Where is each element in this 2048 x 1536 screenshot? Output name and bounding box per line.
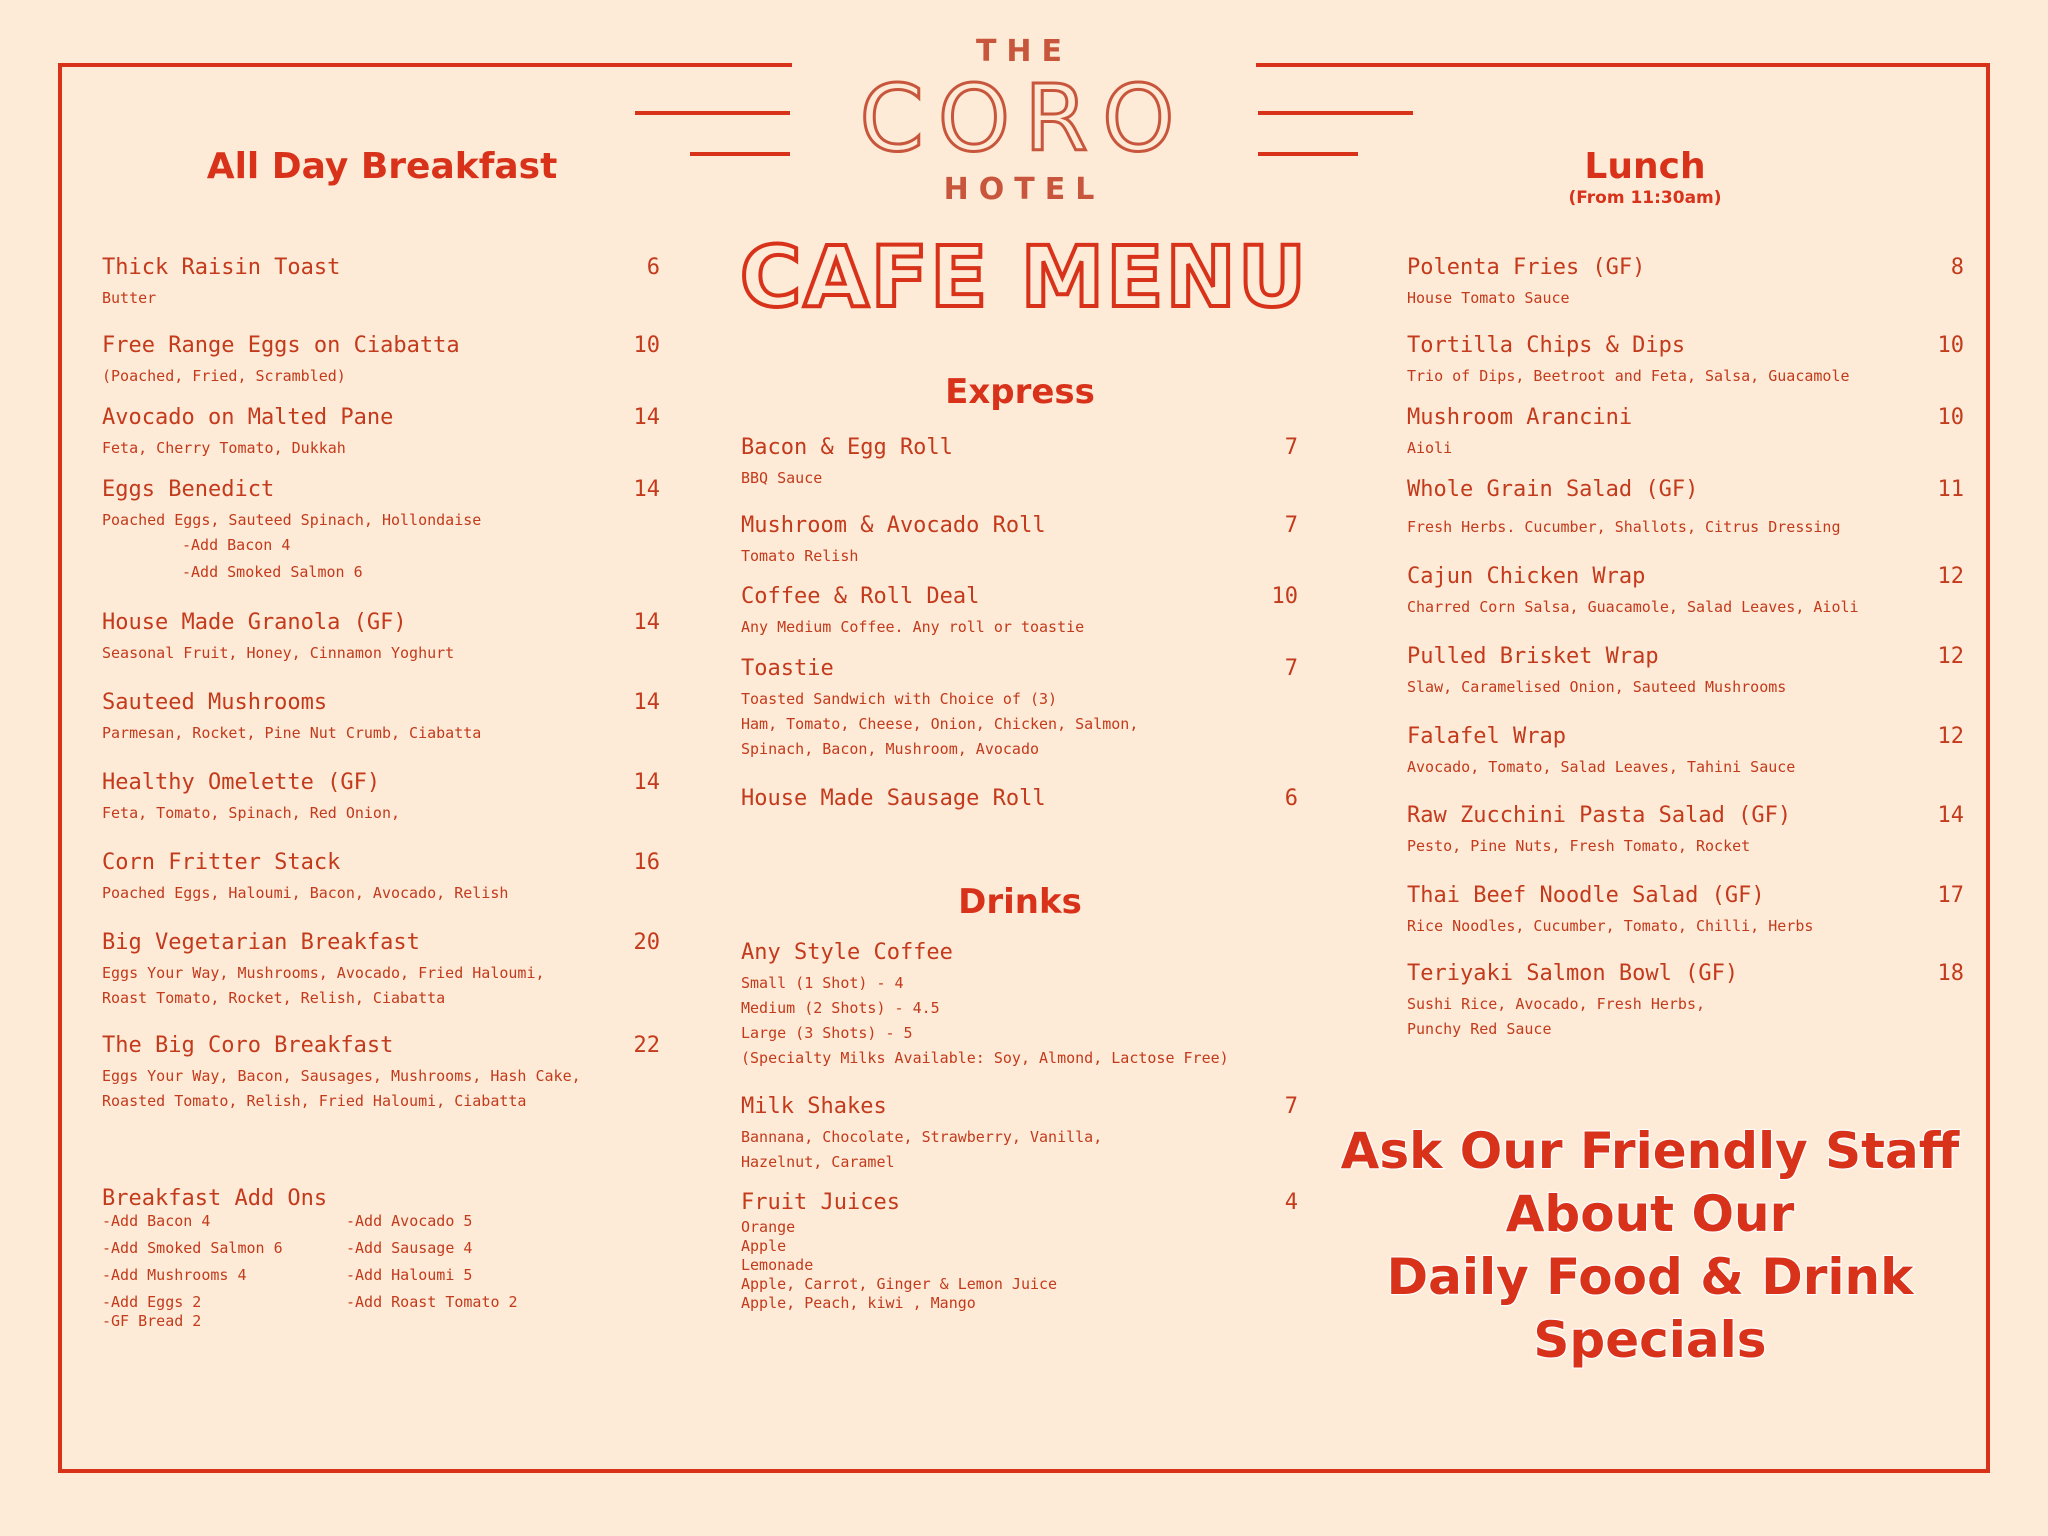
item-desc: Roasted Tomato, Relish, Fried Haloumi, Ciabatta — [102, 1092, 527, 1110]
menu-item — [102, 333, 660, 389]
item-price: 7 — [1284, 435, 1298, 460]
menu-item — [1407, 405, 1964, 461]
item-desc: Hazelnut, Caramel — [741, 1153, 895, 1171]
item-price: 20 — [633, 930, 660, 955]
item-name: Whole Grain Salad (GF) — [1407, 477, 1699, 502]
item-name: Any Style Coffee — [741, 940, 953, 965]
item-name: Raw Zucchini Pasta Salad (GF) — [1407, 803, 1792, 828]
item-price: 7 — [1284, 513, 1298, 538]
item-desc: Eggs Your Way, Bacon, Sausages, Mushrooms, Hash Cake, — [102, 1067, 581, 1085]
item-desc: Ham, Tomato, Cheese, Onion, Chicken, Salmon, — [741, 715, 1139, 733]
menu-item — [1407, 564, 1964, 620]
addon-item: -Add Sausage 4 — [346, 1239, 473, 1257]
addon-item: -Add Roast Tomato 2 — [346, 1293, 518, 1311]
item-desc: Feta, Cherry Tomato, Dukkah — [102, 439, 346, 457]
item-desc: Tomato Relish — [741, 547, 859, 565]
item-desc: Apple, Peach, kiwi , Mango — [741, 1294, 976, 1312]
item-desc: Avocado, Tomato, Salad Leaves, Tahini Sauce — [1407, 758, 1796, 776]
item-desc: Small (1 Shot) - 4 — [741, 974, 904, 992]
addon-item: -Add Mushrooms 4 — [102, 1266, 247, 1284]
menu-item — [1407, 883, 1964, 939]
item-desc: Lemonade — [741, 1256, 814, 1274]
menu-item — [102, 405, 660, 461]
item-price: 6 — [1284, 786, 1298, 811]
addon-item: -Add Smoked Salmon 6 — [102, 1239, 283, 1257]
menu-item — [102, 930, 660, 1011]
item-extra: -Add Smoked Salmon 6 — [182, 563, 363, 581]
express-column — [741, 0, 1298, 1536]
item-desc: Trio of Dips, Beetroot and Feta, Salsa, Guacamole — [1407, 367, 1850, 385]
item-name: Sauteed Mushrooms — [102, 690, 328, 715]
menu-item — [741, 513, 1298, 569]
item-name: Bacon & Egg Roll — [741, 435, 953, 460]
item-price: 14 — [633, 610, 660, 635]
menu-item — [741, 1190, 1298, 1313]
item-name: Toastie — [741, 656, 834, 681]
item-desc: (Poached, Fried, Scrambled) — [102, 367, 346, 385]
specials-line: About Our — [1505, 1185, 1795, 1243]
item-price: 7 — [1284, 656, 1298, 681]
menu-item — [1407, 961, 1964, 1042]
item-desc: Large (3 Shots) - 5 — [741, 1024, 913, 1042]
item-name: The Big Coro Breakfast — [102, 1033, 394, 1058]
item-name: Mushroom Arancini — [1407, 405, 1633, 430]
menu-item — [102, 477, 660, 585]
item-desc: Rice Noodles, Cucumber, Tomato, Chilli, Herbs — [1407, 917, 1814, 935]
item-desc: Medium (2 Shots) - 4.5 — [741, 999, 940, 1017]
item-name: Milk Shakes — [741, 1094, 887, 1119]
item-price: 12 — [1937, 644, 1964, 669]
addon-item: -Add Avocado 5 — [346, 1212, 473, 1230]
item-desc: Toasted Sandwich with Choice of (3) — [741, 690, 1058, 708]
item-desc: Seasonal Fruit, Honey, Cinnamon Yoghurt — [102, 644, 455, 662]
item-name: Thick Raisin Toast — [102, 255, 341, 280]
item-name: Tortilla Chips & Dips — [1407, 333, 1686, 358]
item-desc: Butter — [102, 289, 157, 307]
item-price: 14 — [633, 690, 660, 715]
item-price: 8 — [1950, 255, 1964, 280]
item-name: Mushroom & Avocado Roll — [741, 513, 1046, 538]
item-desc: Bannana, Chocolate, Strawberry, Vanilla, — [741, 1128, 1103, 1146]
specials-line: Ask Our Friendly Staff — [1340, 1122, 1960, 1180]
menu-item — [102, 1033, 660, 1114]
menu-item — [102, 255, 660, 311]
menu-item — [741, 584, 1298, 640]
lunch-heading: Lunch — [1584, 146, 1706, 187]
brand-the: THE — [975, 34, 1073, 69]
specials-line: Specials — [1533, 1311, 1767, 1369]
menu-item — [741, 435, 1298, 491]
item-extra: -Add Bacon 4 — [182, 536, 291, 554]
item-desc: Sushi Rice, Avocado, Fresh Herbs, — [1407, 995, 1706, 1013]
item-desc: Charred Corn Salsa, Guacamole, Salad Leaves, Aioli — [1407, 598, 1859, 616]
item-desc: Roast Tomato, Rocket, Relish, Ciabatta — [102, 989, 446, 1007]
item-price: 4 — [1284, 1190, 1298, 1215]
menu-item — [102, 690, 660, 746]
item-price: 11 — [1937, 477, 1964, 502]
menu-item — [1407, 644, 1964, 700]
item-price: 14 — [633, 477, 660, 502]
item-desc: Feta, Tomato, Spinach, Red Onion, — [102, 804, 401, 822]
specials-line: Daily Food & Drink — [1386, 1248, 1914, 1306]
menu-item — [1407, 803, 1964, 859]
item-name: Cajun Chicken Wrap — [1407, 564, 1646, 589]
item-price: 18 — [1937, 961, 1964, 986]
item-price: 7 — [1284, 1094, 1298, 1119]
addon-item: -Add Eggs 2 — [102, 1293, 202, 1311]
item-name: Teriyaki Salmon Bowl (GF) — [1407, 961, 1739, 986]
breakfast-heading: All Day Breakfast — [206, 146, 558, 187]
item-price: 6 — [646, 255, 660, 280]
item-desc: Poached Eggs, Haloumi, Bacon, Avocado, Relish — [102, 884, 509, 902]
item-name: Coffee & Roll Deal — [741, 584, 980, 609]
drinks-heading: Drinks — [958, 882, 1082, 922]
item-name: Falafel Wrap — [1407, 724, 1566, 749]
menu-item — [741, 1094, 1298, 1175]
item-desc: Pesto, Pine Nuts, Fresh Tomato, Rocket — [1407, 837, 1751, 855]
menu-item — [741, 940, 1298, 1071]
menu-item — [102, 850, 660, 906]
item-desc: House Tomato Sauce — [1407, 289, 1570, 307]
specials-callout — [1340, 1120, 1960, 1372]
item-desc: Aioli — [1407, 439, 1453, 457]
item-desc: Apple — [741, 1237, 787, 1255]
brand-coro: CORO — [859, 65, 1189, 172]
addon-item: -GF Bread 2 — [102, 1312, 202, 1330]
item-price: 14 — [1937, 803, 1964, 828]
item-name: Big Vegetarian Breakfast — [102, 930, 420, 955]
page-title: CAFE MENU — [739, 228, 1309, 326]
item-desc: Apple, Carrot, Ginger & Lemon Juice — [741, 1275, 1058, 1293]
item-price: 12 — [1937, 564, 1964, 589]
item-price: 10 — [1937, 405, 1964, 430]
addons-title: Breakfast Add Ons — [102, 1186, 328, 1211]
item-desc: Punchy Red Sauce — [1407, 1020, 1552, 1038]
item-name: Free Range Eggs on Ciabatta — [102, 333, 460, 358]
item-price: 14 — [633, 405, 660, 430]
menu-item — [1407, 477, 1964, 540]
item-desc: Orange — [741, 1218, 796, 1236]
item-price: 12 — [1937, 724, 1964, 749]
item-desc: Spinach, Bacon, Mushroom, Avocado — [741, 740, 1040, 758]
item-price: 10 — [1271, 584, 1298, 609]
menu-item — [1407, 255, 1964, 311]
item-desc: BBQ Sauce — [741, 469, 823, 487]
lunch-subheading: (From 11:30am) — [1568, 188, 1722, 208]
item-price: 10 — [1937, 333, 1964, 358]
menu-item — [1407, 724, 1964, 780]
item-price: 17 — [1937, 883, 1964, 908]
item-price: 10 — [633, 333, 660, 358]
item-desc: Any Medium Coffee. Any roll or toastie — [741, 618, 1085, 636]
menu-item — [1407, 333, 1964, 389]
menu-item — [102, 610, 660, 666]
menu-item — [741, 656, 1298, 762]
addon-item: -Add Bacon 4 — [102, 1212, 211, 1230]
item-desc: Slaw, Caramelised Onion, Sauteed Mushrooms — [1407, 678, 1787, 696]
menu-item — [741, 786, 1298, 811]
item-name: Healthy Omelette (GF) — [102, 770, 381, 795]
item-name: House Made Sausage Roll — [741, 786, 1046, 811]
item-name: Pulled Brisket Wrap — [1407, 644, 1659, 669]
item-price: 16 — [633, 850, 660, 875]
item-name: Avocado on Malted Pane — [102, 405, 394, 430]
item-name: Thai Beef Noodle Salad (GF) — [1407, 883, 1765, 908]
item-name: Corn Fritter Stack — [102, 850, 341, 875]
menu-item — [102, 770, 660, 826]
item-price: 14 — [633, 770, 660, 795]
item-desc: Parmesan, Rocket, Pine Nut Crumb, Ciabatta — [102, 724, 482, 742]
item-name: House Made Granola (GF) — [102, 610, 407, 635]
item-desc: (Specialty Milks Available: Soy, Almond, Lactose Free) — [741, 1049, 1229, 1067]
item-name: Polenta Fries (GF) — [1407, 255, 1646, 280]
item-desc: Fresh Herbs. Cucumber, Shallots, Citrus Dressing — [1407, 518, 1841, 536]
brand-hotel: HOTEL — [943, 172, 1105, 207]
breakfast-column — [102, 0, 660, 1536]
item-desc: Eggs Your Way, Mushrooms, Avocado, Fried Haloumi, — [102, 964, 545, 982]
item-name: Fruit Juices — [741, 1190, 900, 1215]
item-desc: Poached Eggs, Sauteed Spinach, Hollondaise — [102, 511, 482, 529]
express-heading: Express — [945, 372, 1095, 412]
item-price: 22 — [633, 1033, 660, 1058]
item-name: Eggs Benedict — [102, 477, 275, 502]
addon-item: -Add Haloumi 5 — [346, 1266, 473, 1284]
